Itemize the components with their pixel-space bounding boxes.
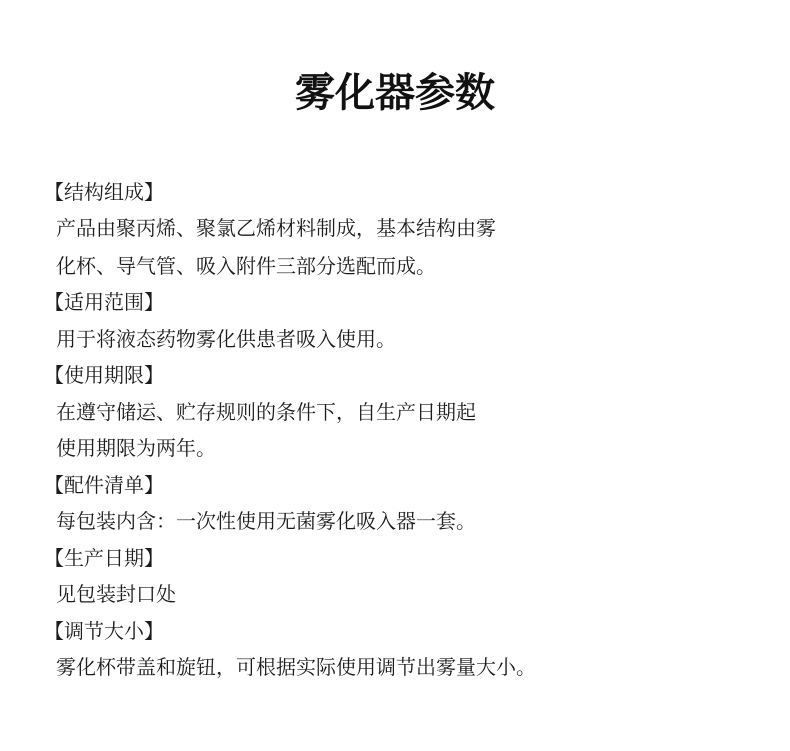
section-text-structure-line-1: 产品由聚丙烯、聚氯乙烯材料制成，基本结构由雾 [56, 216, 496, 240]
section-text-scope-line-1: 用于将液态药物雾化供患者吸入使用。 [56, 327, 396, 351]
section-heading-structure: 【结构组成】 [44, 180, 164, 204]
section-text-structure-line-2: 化杯、导气管、吸入附件三部分选配而成。 [56, 254, 436, 278]
section-text-lifetime-line-1: 在遵守储运、贮存规则的条件下，自生产日期起 [56, 400, 476, 424]
section-text-lifetime-line-2: 使用期限为两年。 [56, 436, 216, 460]
page-title: 雾化器参数 [295, 70, 495, 116]
section-heading-accessories: 【配件清单】 [44, 473, 164, 497]
section-text-adjustment-line-1: 雾化杯带盖和旋钮，可根据实际使用调节出雾量大小。 [56, 655, 536, 679]
section-text-accessories-line-1: 每包装内含：一次性使用无菌雾化吸入器一套。 [56, 509, 476, 533]
section-heading-production-date: 【生产日期】 [44, 546, 164, 570]
section-heading-adjustment: 【调节大小】 [44, 619, 164, 643]
section-heading-scope: 【适用范围】 [44, 290, 164, 314]
section-heading-lifetime: 【使用期限】 [44, 363, 164, 387]
section-text-production-date-line-1: 见包装封口处 [56, 582, 176, 606]
